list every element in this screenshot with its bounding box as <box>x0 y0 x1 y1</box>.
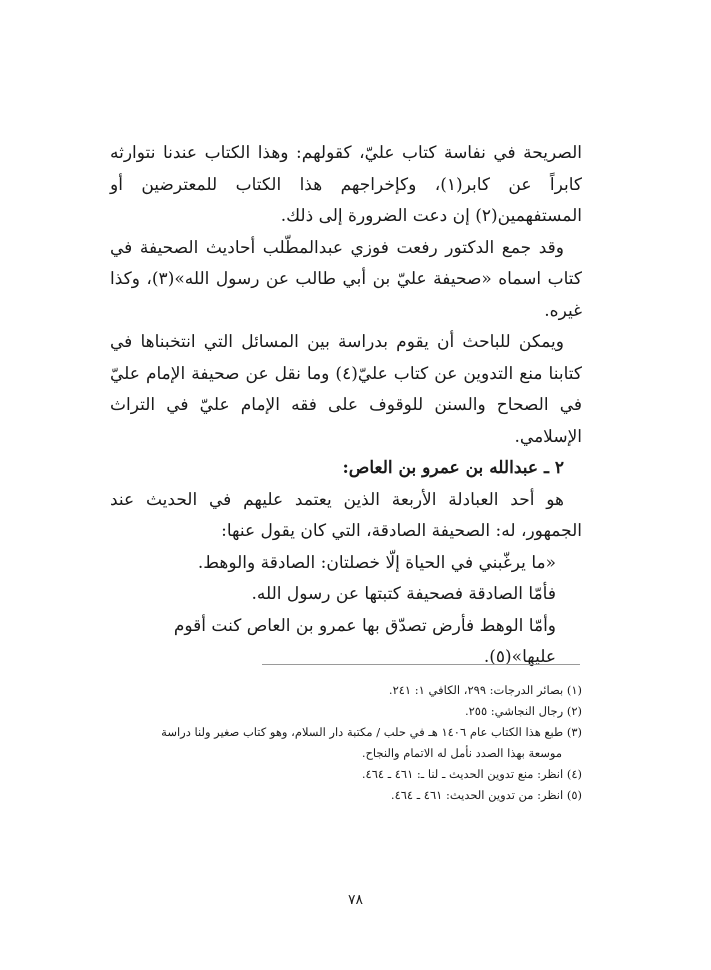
footnote-3-continued: موسعة بهذا الصدد نأمل له الاتمام والنجاح. <box>361 746 562 760</box>
quote-line-1: «ما يرغّبني في الحياة إلّا خصلتان: الصادقة والوهط. <box>197 552 556 573</box>
footnote-4: (٤) انظر: منع تدوين الحديث ـ لنا ـ: ٤٦١ ـ ٤٦٤. <box>361 767 582 781</box>
paragraph-4: هو أحد العبادلة الأربعة الذين يعتمد عليهم في الحديث عند الجمهور، له: الصحيفة الصادقة، التي كان يقول عنها: <box>110 489 582 541</box>
paragraph-2: وقد جمع الدكتور رفعت فوزي عبدالمطّلب أحاديث الصحيفة في كتاب اسماه «صحيفة عليّ بن أبي طالب عن رسول الله»(٣)، وكذا غيره. <box>110 237 582 321</box>
footnote-1: (١) بصائر الدرجات: ٢٩٩، الكافي ١: ٢٤١. <box>388 683 582 697</box>
paragraph-3: ويمكن للباحث أن يقوم بدراسة بين المسائل التي انتخبناها في كتابنا منع التدوين عن كتاب عليّ(٤) وما نقل عن صحيفة الإمام عليّ في الصحاح والسنن للوقوف على فقه الإمام عليّ في التراث الإسلامي. <box>110 332 583 447</box>
footnote-3: (٣) طبع هذا الكتاب عام ١٤٠٦ هـ في حلب / مكتبة دار السلام، وهو كتاب صغير ولنا دراسة <box>161 725 582 739</box>
footnote-5: (٥) انظر: من تدوين الحديث: ٤٦١ ـ ٤٦٤. <box>390 788 582 802</box>
quote-line-3: وأمّا الوهط فأرض تصدّق بها عمرو بن العاص كنت أقوم عليها»(٥). <box>173 615 556 667</box>
footnotes <box>110 680 582 806</box>
section-heading: ٢ ـ عبدالله بن عمرو بن العاص: <box>342 458 564 478</box>
paragraph-1: الصريحة في نفاسة كتاب عليّ، كقولهم: وهذا الكتاب عندنا نتوارثه كابراً عن كابر(١)، وكإخراجهم هذا الكتاب للمعترضين أو المستفهمين(٢) إن دعت الضرورة إلى ذلك. <box>110 143 582 226</box>
quote-line-2: فأمّا الصادقة فصحيفة كتبتها عن رسول الله. <box>251 584 556 604</box>
main-text <box>110 138 582 674</box>
footnote-2: (٢) رجال النجاشي: ٢٥٥. <box>464 704 582 718</box>
page-number: ٧٨ <box>347 892 364 908</box>
footnote-separator <box>262 664 580 665</box>
